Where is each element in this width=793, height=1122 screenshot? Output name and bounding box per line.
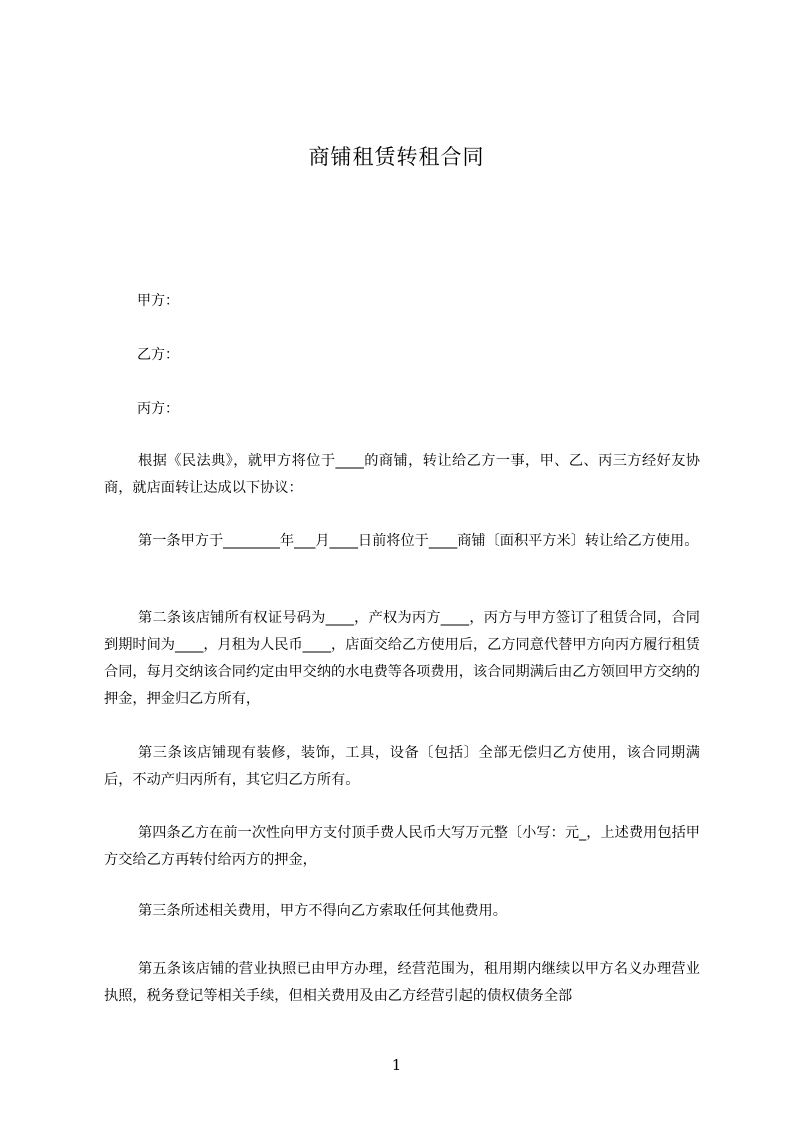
paragraph-article-4: 第四条乙方在前一次性向甲方支付顶手费人民币大写万元整〔小写：元_，上述费用包括甲方交给乙方再转付给丙方的押金， (104, 825, 700, 868)
document-title: 商铺租赁转租合同 (308, 145, 485, 169)
paragraph-article-5: 第五条该店铺的营业执照已由甲方办理，经营范围为，租用期内继续以甲方名义办理营业执照，税务登记等相关手续，但相关费用及由乙方经营引起的债权债务全部 (104, 961, 700, 1004)
party-b-line: 乙方： (137, 347, 179, 363)
paragraph-article-1: 第一条甲方于________年___月____日前将位于____商铺〔面积平方米〕转让给乙方使用。 (138, 533, 699, 549)
paragraph-article-2: 第二条该店铺所有权证号码为____，产权为丙方____，丙方与甲方签订了租赁合同，合同到期时间为____，月租为人民币____，店面交给乙方使用后，乙方同意代替甲方向丙方履行租赁合同，每月交纳该合同约定由甲交纳的水电费等各项费用，该合同期满后由乙方领回甲方交纳的押金，押金归乙方所有， (104, 610, 700, 707)
party-c-line: 丙方： (137, 401, 179, 417)
paragraph-article-3-fees: 第三条所述相关费用，甲方不得向乙方索取任何其他费用。 (138, 903, 507, 919)
paragraph-article-3: 第三条该店铺现有装修，装饰，工具，设备〔包括〕全部无偿归乙方使用，该合同期满后，不动产归丙所有，其它归乙方所有。 (104, 745, 700, 788)
page-number: 1 (391, 1056, 402, 1074)
paragraph-preamble: 根据《民法典》，就甲方将位于____的商铺，转让给乙方一事，甲、乙、丙三方经好友协商，就店面转让达成以下协议： (104, 453, 700, 496)
party-a-line: 甲方： (137, 293, 179, 309)
